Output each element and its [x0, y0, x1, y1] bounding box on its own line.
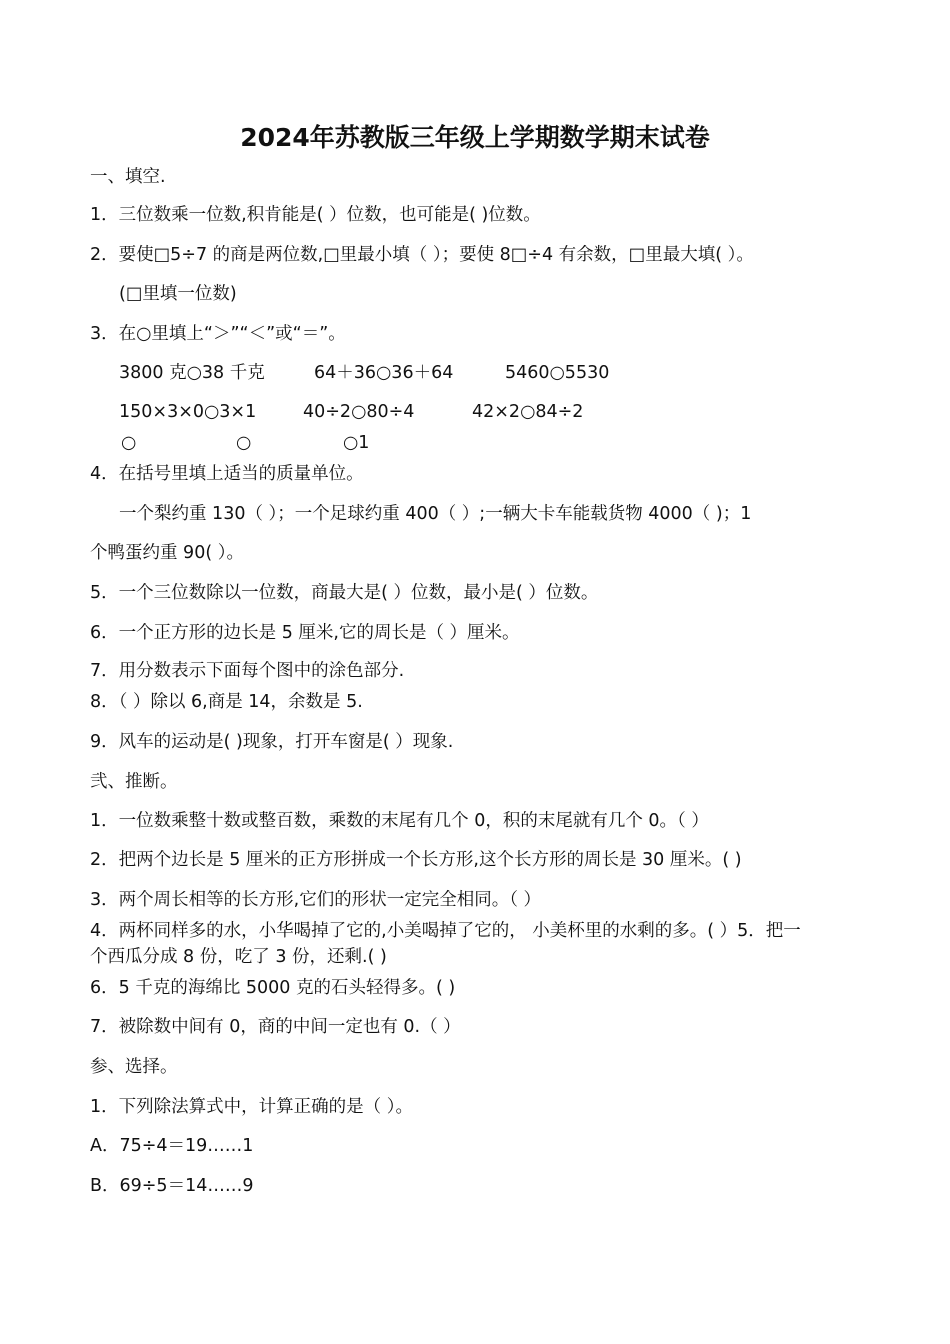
question-3-1: 1．下列除法算式中，计算正确的是（ ）。: [90, 1097, 413, 1117]
page-title: 2024年苏教版三年级上学期数学期末试卷: [240, 123, 710, 152]
question-1-9: 9．风车的运动是( )现象，打开车窗是( ）现象.: [90, 732, 454, 752]
compare-item-3: 5460○5530: [505, 363, 610, 383]
question-1-2-note: (□里填一位数): [119, 284, 237, 304]
question-1-6: 6．一个正方形的边长是 5 厘米,它的周长是（ ）厘米。: [90, 623, 520, 643]
question-2-4-line2: 个西瓜分成 8 份，吃了 3 份，还剩.( ): [90, 947, 387, 967]
compare-item-1: 3800 克○38 千克: [119, 363, 265, 383]
question-2-7: 7．被除数中间有 0，商的中间一定也有 0.（ ）: [90, 1017, 461, 1037]
compare-item-2: 64＋36○36＋64: [314, 363, 454, 383]
question-1-4: 4．在括号里填上适当的质量单位。: [90, 464, 364, 484]
section-heading-choice: 参、选择。: [90, 1057, 178, 1077]
question-1-3: 3．在○里填上“＞”“＜”或“＝”。: [90, 324, 346, 344]
question-2-1: 1．一位数乘整十数或整百数，乘数的末尾有几个 0，积的末尾就有几个 0。（ ）: [90, 811, 709, 831]
compare-item-6: 42×2○84÷2: [472, 402, 584, 422]
section-heading-judge: 弐、推断。: [90, 772, 178, 792]
question-1-5: 5．一个三位数除以一位数，商最大是( ）位数，最小是( ）位数。: [90, 583, 599, 603]
question-2-3: 3．两个周长相等的长方形,它们的形状一定完全相同。（ ）: [90, 890, 542, 910]
compare-item-5: 40÷2○80÷4: [303, 402, 415, 422]
option-a: A．75÷4＝19……1: [90, 1136, 254, 1156]
question-1-7: 7．用分数表示下面每个图中的涂色部分.: [90, 661, 405, 681]
section-heading-fill-in: 一、填空.: [90, 167, 166, 187]
question-1-1: 1．三位数乘一位数,积肯能是( ）位数，也可能是( )位数。: [90, 205, 541, 225]
question-1-4-line1: 一个梨约重 130（ ）；一个足球约重 400（ ）;一辆大卡车能载货物 4000（ )；1: [119, 504, 752, 524]
compare-item-4: 150×3×0○3×1: [119, 402, 257, 422]
compare-circle-1: ○: [121, 433, 137, 453]
question-1-8: 8．（ ）除以 6,商是 14，余数是 5.: [90, 692, 363, 712]
compare-circle-3: ○1: [343, 433, 370, 453]
question-2-4-line1: 4．两杯同样多的水，小华喝掉了它的,小美喝掉了它的， 小美杯里的水剩的多。( ）5．把一: [90, 921, 801, 941]
option-b: B．69÷5＝14……9: [90, 1176, 254, 1196]
compare-circle-2: ○: [236, 433, 252, 453]
question-2-2: 2．把两个边长是 5 厘米的正方形拼成一个长方形,这个长方形的周长是 30 厘米。( ): [90, 850, 742, 870]
question-2-6: 6．5 千克的海绵比 5000 克的石头轻得多。( ): [90, 978, 456, 998]
question-1-2: 2．要使□5÷7 的商是两位数,□里最小填（ ）；要使 8□÷4 有余数，□里最大填( ）。: [90, 245, 754, 265]
question-1-4-line2: 个鸭蛋约重 90( ）。: [90, 543, 244, 563]
